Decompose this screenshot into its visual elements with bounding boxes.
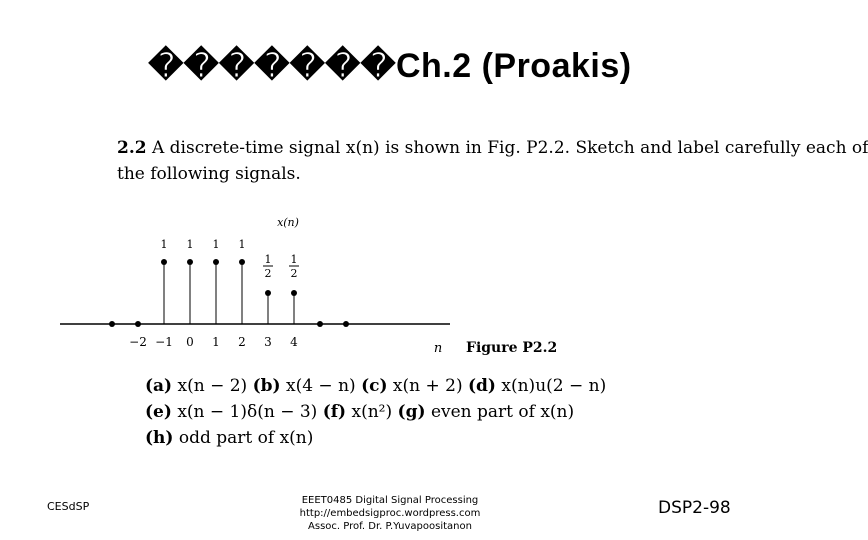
svg-text:2: 2 <box>290 267 298 280</box>
part-f-expr: x(n²) <box>351 402 393 422</box>
problem-number: 2.2 <box>117 138 147 158</box>
problem-text-1: A discrete-time signal x(n) is shown in Fig. P2.2. Sketch and label carefully each of <box>151 138 868 158</box>
stem-point <box>291 290 297 296</box>
footer-url: http://embedsigproc.wordpress.com <box>299 508 481 519</box>
slide-title: �������Ch.2 (Proakis) <box>148 47 632 85</box>
x-tick-label: −1 <box>155 335 173 349</box>
part-b-expr: x(4 − n) <box>285 376 356 396</box>
stem-point <box>213 259 219 265</box>
stem-value-label <box>289 253 299 280</box>
x-tick-label: 3 <box>264 335 272 349</box>
parts-row-1 <box>145 376 606 396</box>
stem-point <box>187 259 193 265</box>
stem-value-label: 1 <box>238 238 246 251</box>
x-tick-label: 1 <box>212 335 220 349</box>
part-f-label: (f) <box>322 402 347 422</box>
x-tick-label: 4 <box>290 335 298 349</box>
stem-point <box>135 321 141 327</box>
slide-number: DSP2-98 <box>658 498 731 518</box>
x-axis-label: n <box>433 341 443 356</box>
stem-point <box>265 290 271 296</box>
part-a-label: (a) <box>145 376 173 396</box>
svg-text:1: 1 <box>264 253 272 266</box>
x-tick-label: 2 <box>238 335 246 349</box>
stem-point <box>109 321 115 327</box>
part-e-expr: x(n − 1)δ(n − 3) <box>177 402 318 422</box>
stem-point <box>239 259 245 265</box>
part-d-label: (d) <box>468 376 496 396</box>
part-d-expr: x(n)u(2 − n) <box>501 376 607 396</box>
figure-caption: Figure P2.2 <box>466 340 558 356</box>
part-h-expr: odd part of x(n) <box>178 428 314 448</box>
part-c-label: (c) <box>361 376 388 396</box>
parts-row-3 <box>145 428 313 448</box>
stem-point <box>161 259 167 265</box>
stem-point <box>343 321 349 327</box>
problem-text-2: the following signals. <box>117 164 301 184</box>
footer-author: Assoc. Prof. Dr. P.Yuvapoositanon <box>308 521 472 532</box>
stem-value-label: 1 <box>212 238 220 251</box>
scanned-problem <box>60 120 868 450</box>
stem-plot <box>60 120 740 370</box>
stem-value-label: 1 <box>186 238 194 251</box>
stem-point <box>317 321 323 327</box>
parts-row-2 <box>145 402 574 422</box>
x-tick-label: −2 <box>129 335 147 349</box>
svg-text:2: 2 <box>264 267 272 280</box>
stem-value-label <box>263 253 273 280</box>
part-g-expr: even part of x(n) <box>430 402 575 422</box>
stem-value-label: 1 <box>160 238 168 251</box>
part-e-label: (e) <box>145 402 172 422</box>
footer-course: EEET0485 Digital Signal Processing <box>301 495 479 506</box>
y-axis-label: x(n) <box>277 216 299 229</box>
footer-left: CESdSP <box>47 500 90 513</box>
part-g-label: (g) <box>397 402 426 422</box>
part-a-expr: x(n − 2) <box>177 376 248 396</box>
part-h-label: (h) <box>145 428 174 448</box>
footer-center <box>270 494 510 533</box>
svg-text:1: 1 <box>290 253 298 266</box>
x-tick-label: 0 <box>186 335 194 349</box>
part-c-expr: x(n + 2) <box>392 376 463 396</box>
part-b-label: (b) <box>252 376 281 396</box>
